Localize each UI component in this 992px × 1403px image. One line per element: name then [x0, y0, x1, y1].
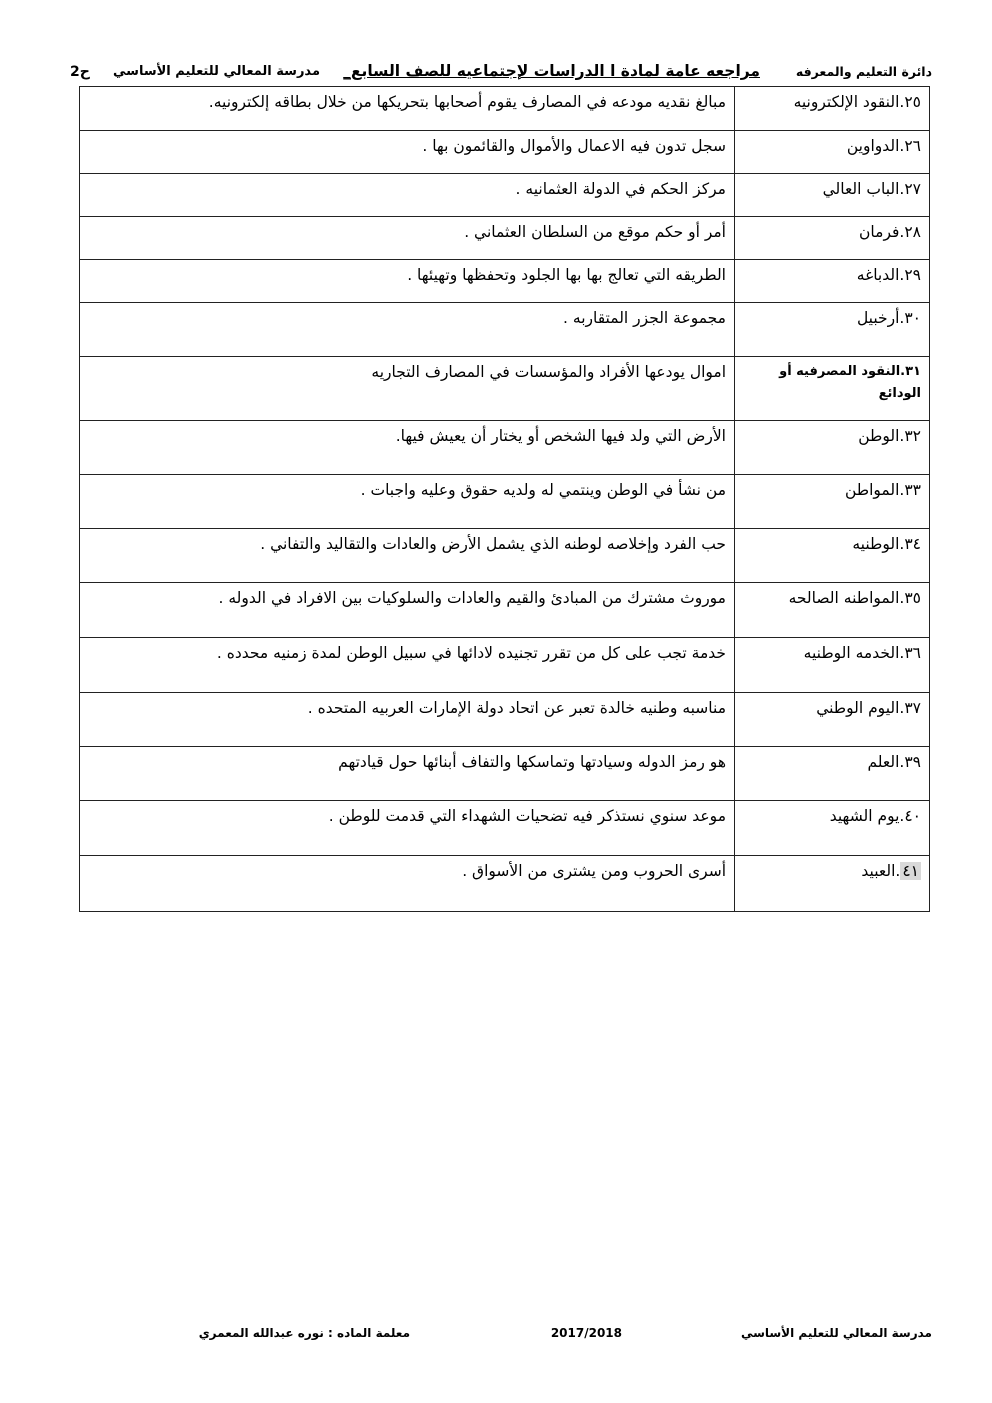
term-number: ٣٠: [904, 309, 921, 327]
term-text: ٤٠.يوم الشهيد: [829, 807, 921, 825]
term-text: ٣٦.الخدمه الوطنيه: [803, 644, 921, 662]
term-label: النقود الإلكترونيه: [793, 93, 900, 111]
term-cell: [735, 217, 930, 260]
term-number: ٢٦: [904, 137, 921, 155]
term-cell: [735, 131, 930, 174]
definition-cell: مناسبه وطنيه خالدة تعبر عن اتحاد دولة الإمارات العربيه المتحده .: [80, 693, 735, 747]
term-number: ٢٧: [904, 180, 921, 198]
definition-cell: حب الفرد وإخلاصه لوطنه الذي يشمل الأرض والعادات والتقاليد والتفاني .: [80, 529, 735, 583]
table-row: [80, 475, 930, 529]
table-row: [80, 260, 930, 303]
term-number: ٣٣: [904, 481, 921, 499]
term-cell: [735, 260, 930, 303]
table-row: [80, 801, 930, 856]
table-row: [80, 421, 930, 475]
term-label: أرخبيل: [856, 309, 900, 327]
term-number: ٤٠: [904, 807, 921, 825]
term-cell: [735, 87, 930, 131]
term-text: ٢٨.فرمان: [859, 223, 921, 241]
definition-cell: الأرض التي ولد فيها الشخص أو يختار أن يعيش فيها.: [80, 421, 735, 475]
term-label: الباب العالي: [822, 180, 900, 198]
term-label: الوطن: [858, 427, 900, 445]
table-row: [80, 217, 930, 260]
term-number: ٤١: [902, 862, 919, 880]
term-text: ٣٩.العلم: [867, 753, 921, 771]
definition-cell: أسرى الحروب ومن يشترى من الأسواق .: [80, 856, 735, 912]
term-label: الخدمه الوطنيه: [803, 644, 900, 662]
term-text: ٣٥.المواطنه الصالحه: [788, 589, 921, 607]
department-label: دائرة التعليم والمعرفه: [795, 64, 932, 79]
glossary-table: [79, 86, 930, 912]
definition-cell: هو رمز الدوله وسيادتها وتماسكها والتفاف أبنائها حول قيادتهم: [80, 747, 735, 801]
term-number: ٢٨: [904, 223, 921, 241]
term-label: العلم: [867, 753, 900, 771]
definition-cell: الطريقه التي تعالج بها بها الجلود وتحفظها وتهيئها .: [80, 260, 735, 303]
table-row: [80, 693, 930, 747]
term-cell: [735, 357, 930, 421]
term-number: ٣٤: [904, 535, 921, 553]
term-cell: [735, 801, 930, 856]
table-row: [80, 87, 930, 131]
page-title: مراجعه عامة لمادة ا الدراسات لإجتماعيه للصف السابع_: [343, 62, 760, 80]
footer-year: 2017/2018: [550, 1326, 622, 1340]
term-text: ٢٦.الدواوين: [846, 137, 921, 155]
term-label: المواطن: [844, 481, 900, 499]
term-text: ٣٤.الوطنيه: [852, 535, 921, 553]
school-name: مدرسة المعالي للتعليم الأساسي: [113, 64, 320, 79]
term-label: اليوم الوطني: [816, 699, 900, 717]
term-cell: [735, 583, 930, 638]
term-cell: [735, 529, 930, 583]
term-cell: [735, 303, 930, 357]
definition-cell: مركز الحكم في الدولة العثمانيه .: [80, 174, 735, 217]
footer-school: مدرسة المعالي للتعليم الأساسي: [740, 1326, 932, 1340]
definition-cell: مجموعة الجزر المتقاربه .: [80, 303, 735, 357]
term-number: ٣١: [905, 364, 921, 379]
term-label: النقود المصرفيه أو الودائع: [779, 364, 921, 401]
table-row: [80, 638, 930, 693]
term-label: الدباغه: [856, 266, 900, 284]
term-text: ٣١.النقود المصرفيه أو الودائع: [779, 364, 921, 401]
definition-cell: مبالغ نقديه مودعه في المصارف يقوم أصحابها بتحريكها من خلال بطاقه إلكترونيه.: [80, 87, 735, 131]
term-label: يوم الشهيد: [829, 807, 900, 825]
term-cell: [735, 747, 930, 801]
term-text: ٤١.العبيد: [861, 862, 919, 880]
term-text: ٢٩.الدباغه: [856, 266, 921, 284]
term-number: ٢٥: [904, 93, 921, 111]
term-number: ٢٩: [904, 266, 921, 284]
term-number: ٣٦: [904, 644, 921, 662]
page-header: [60, 62, 932, 86]
table-row: [80, 131, 930, 174]
term-cell: [735, 475, 930, 529]
footer-teacher: معلمة الماده : نوره عبدالله المعمري: [198, 1326, 410, 1340]
term-number: ٣٧: [904, 699, 921, 717]
term-cell: [735, 174, 930, 217]
term-label: الوطنيه: [852, 535, 900, 553]
term-number: ٣٩: [904, 753, 921, 771]
table-row: [80, 583, 930, 638]
term-label: المواطنه الصالحه: [788, 589, 900, 607]
term-cell: [735, 856, 930, 912]
term-text: ٢٧.الباب العالي: [822, 180, 921, 198]
term-cell: [735, 693, 930, 747]
table-row: [80, 174, 930, 217]
page-footer: [200, 1326, 940, 1346]
definition-cell: خدمة تجب على كل من تقرر تجنيده لادائها في سبيل الوطن لمدة زمنيه محدده .: [80, 638, 735, 693]
definition-cell: موروث مشترك من المبادئ والقيم والعادات والسلوكيات بين الافراد في الدوله .: [80, 583, 735, 638]
term-label: الدواوين: [846, 137, 900, 155]
term-number: ٣٢: [904, 427, 921, 445]
term-text: ٣٠.أرخبيل: [856, 309, 921, 327]
table-row: [80, 856, 930, 912]
term-text: ٢٥.النقود الإلكترونيه: [793, 93, 921, 111]
term-text: ٣٣.المواطن: [844, 481, 921, 499]
term-number: ٣٥: [904, 589, 921, 607]
table-row: [80, 303, 930, 357]
table-row: [80, 357, 930, 421]
term-cell: [735, 421, 930, 475]
term-cell: [735, 638, 930, 693]
term-text: ٣٧.اليوم الوطني: [816, 699, 921, 717]
definition-cell: أمر أو حكم موقع من السلطان العثماني .: [80, 217, 735, 260]
definition-cell: سجل تدون فيه الاعمال والأموال والقائمون بها .: [80, 131, 735, 174]
definition-cell: موعد سنوي نستذكر فيه تضحيات الشهداء التي قدمت للوطن .: [80, 801, 735, 856]
definition-cell: من نشأ في الوطن وينتمي له ولديه حقوق وعليه واجبات .: [80, 475, 735, 529]
table-row: [80, 529, 930, 583]
term-label: العبيد: [861, 862, 896, 880]
table-row: [80, 747, 930, 801]
term-label: فرمان: [859, 223, 900, 241]
definition-cell: اموال يودعها الأفراد والمؤسسات في المصارف التجاريه: [80, 357, 735, 421]
grade-label: ح2: [70, 64, 90, 80]
term-text: ٣٢.الوطن: [858, 427, 921, 445]
